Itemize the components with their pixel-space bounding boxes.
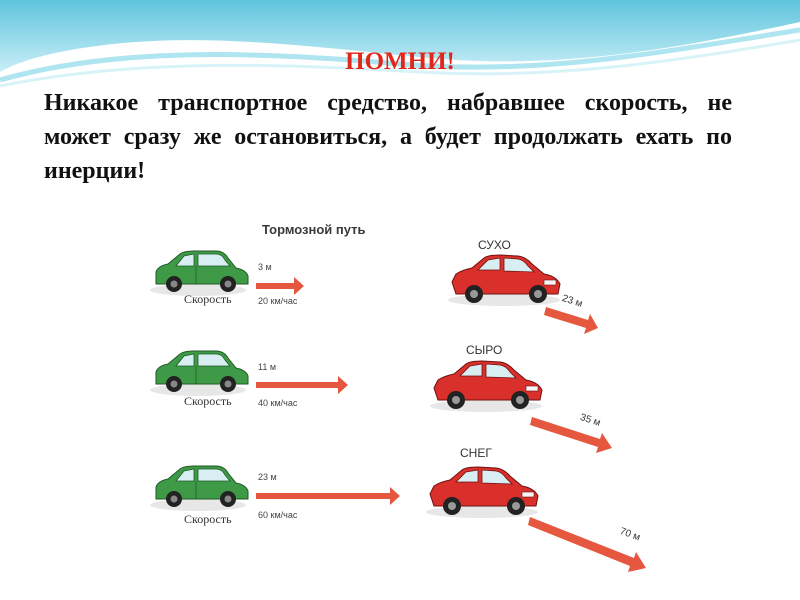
speed-value: 40 км/час <box>258 398 298 408</box>
braking-distance-label: 35 м <box>578 412 602 429</box>
notice-title: ПОМНИ! <box>345 48 455 75</box>
reaction-distance-label: 11 м <box>258 362 277 372</box>
braking-arrow-icon <box>544 307 598 334</box>
speed-value: 20 км/час <box>258 296 298 306</box>
green-car-icon <box>150 466 248 511</box>
road-condition-label: СУХО <box>478 238 511 252</box>
reaction-distance-label: 3 м <box>258 262 272 272</box>
speed-label: Скорость <box>184 512 232 526</box>
reaction-arrow-icon <box>256 487 400 505</box>
green-car-icon <box>150 251 248 296</box>
red-car-icon <box>430 361 542 412</box>
speed-label: Скорость <box>184 292 232 306</box>
braking-distance-figure <box>134 210 667 580</box>
braking-distance-label: 70 м <box>618 526 642 544</box>
reaction-arrow-icon <box>256 277 304 295</box>
red-car-icon <box>448 255 560 306</box>
notice-body: Никакое транспортное средство, набравшее скорость, не может сразу же остановиться, а будет продолжать ехать по инерции! <box>44 90 732 184</box>
red-car-icon <box>426 467 538 518</box>
figure-title: Тормозной путь <box>262 222 366 237</box>
speed-value: 60 км/час <box>258 510 298 520</box>
green-car-icon <box>150 351 248 396</box>
speed-label: Скорость <box>184 394 232 408</box>
reaction-distance-label: 23 м <box>258 472 277 482</box>
braking-arrow-icon <box>528 517 646 572</box>
braking-distance-label: 23 м <box>560 293 584 310</box>
road-condition-label: СНЕГ <box>460 446 492 460</box>
road-condition-label: СЫРО <box>466 343 503 357</box>
reaction-arrow-icon <box>256 376 348 394</box>
